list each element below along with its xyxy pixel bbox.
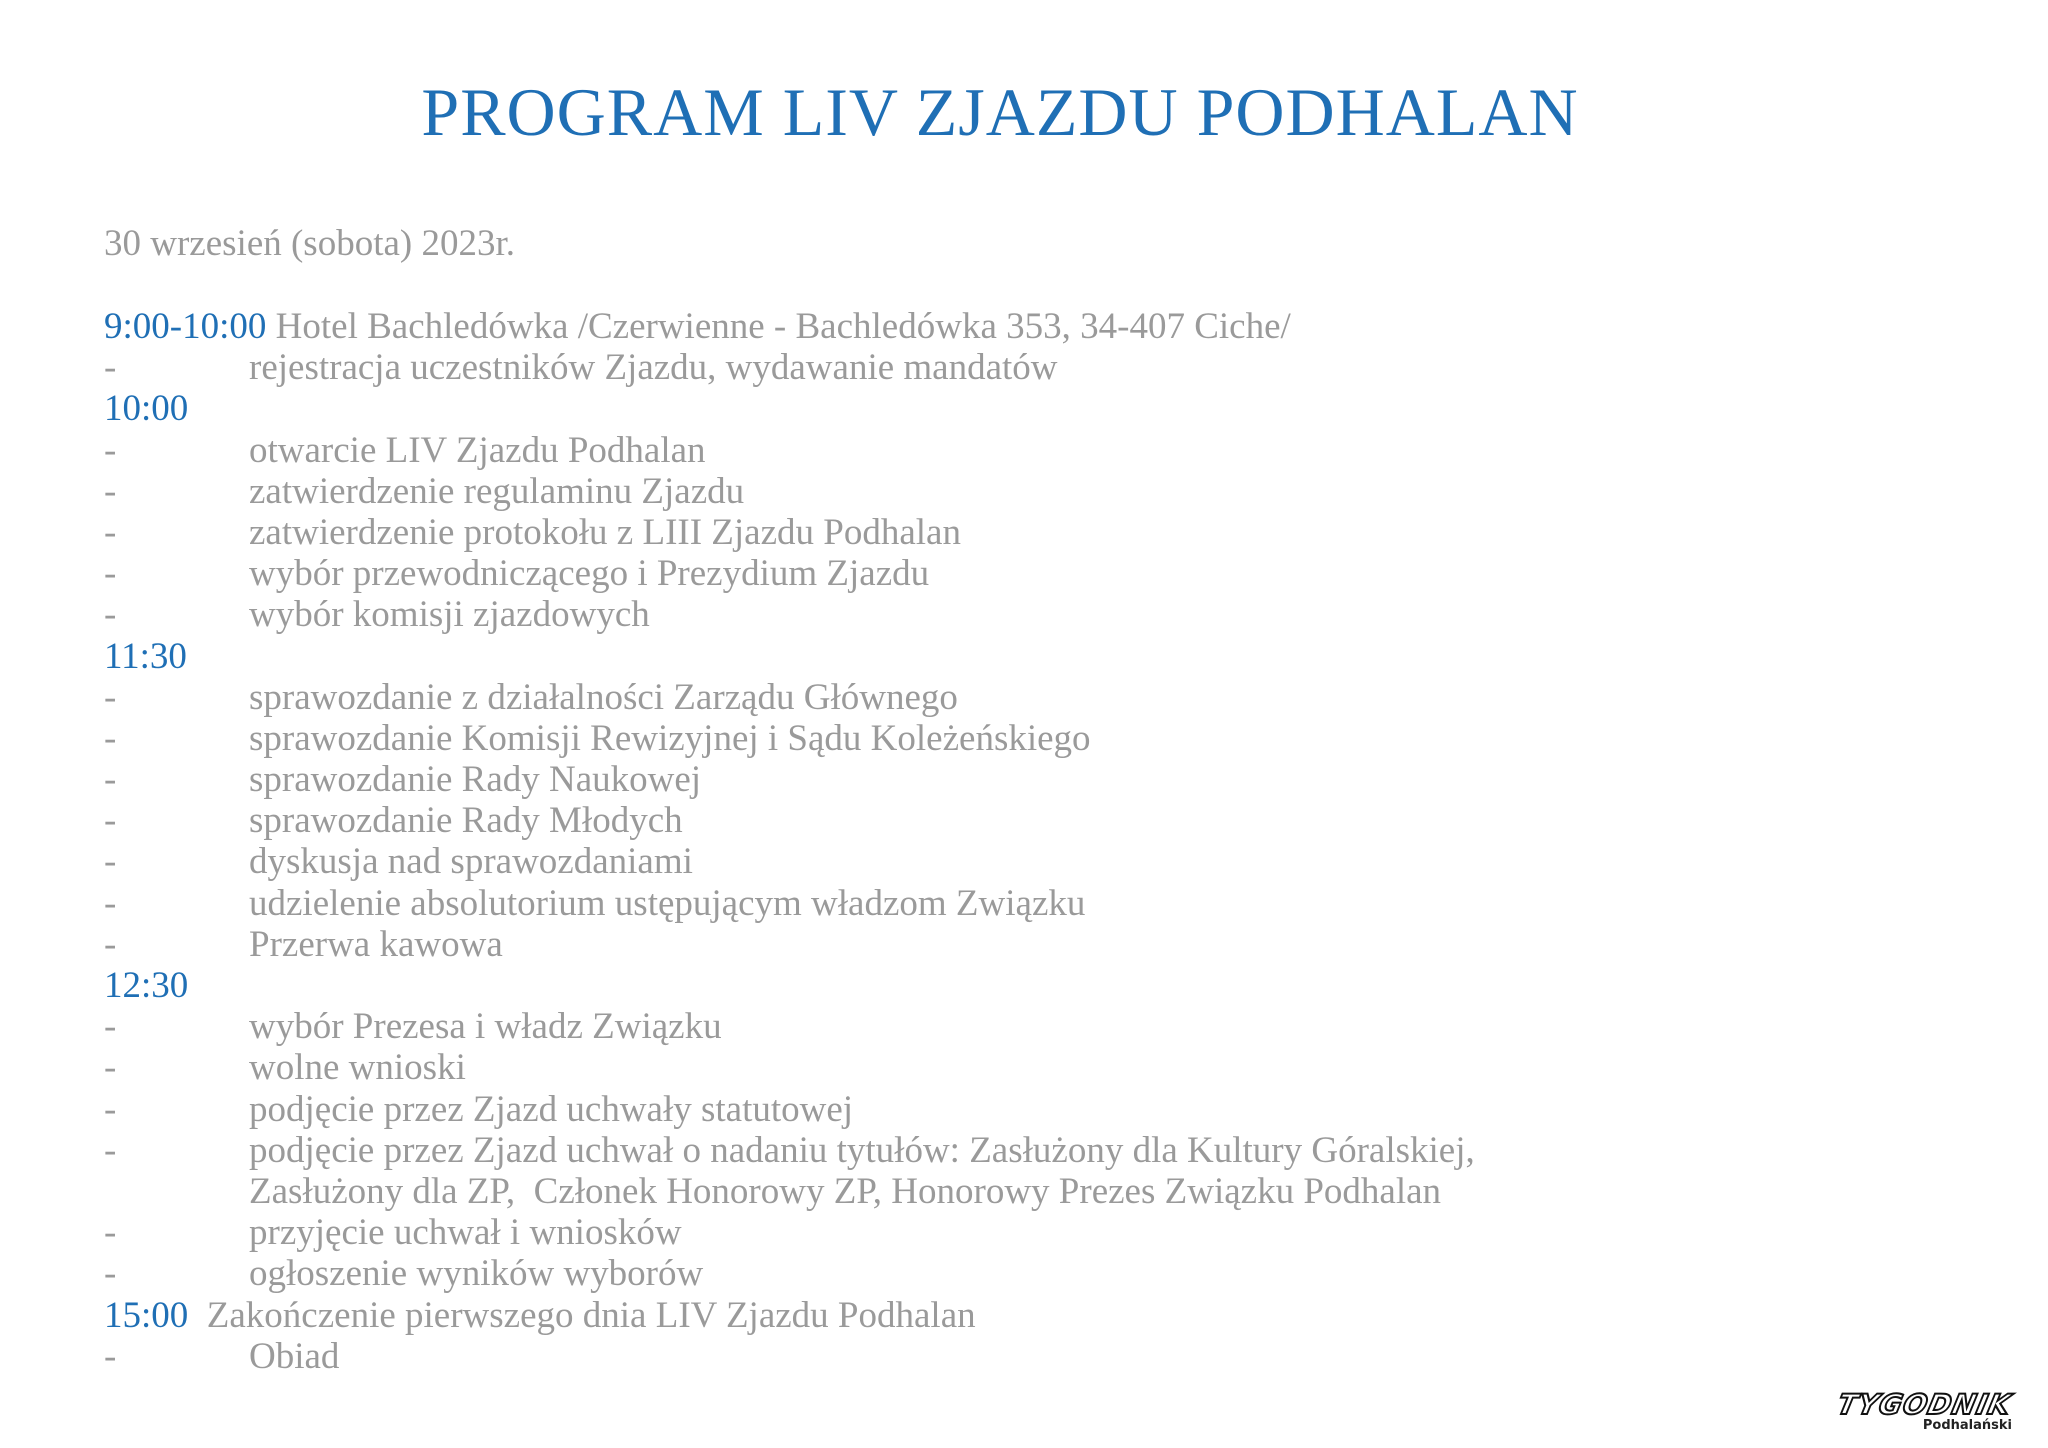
item-text: Obiad: [249, 1335, 340, 1377]
program-item: [104, 471, 2004, 512]
program-time-row: [104, 306, 2004, 347]
program-item: [104, 841, 2004, 882]
page-title: PROGRAM LIV ZJAZDU PODHALAN: [421, 74, 1579, 150]
bullet-dash: -: [104, 1129, 117, 1171]
item-text: dyskusja nad sprawozdaniami: [249, 841, 693, 883]
program-item: [104, 800, 2004, 841]
program-list: [104, 306, 2004, 1377]
program-time-row: [104, 636, 2004, 677]
item-text: podjęcie przez Zjazd uchwał o nadaniu tytułów: Zasłużony dla Kultury Góralskiej,: [249, 1129, 1475, 1171]
bullet-dash: -: [104, 594, 117, 636]
bullet-dash: -: [104, 800, 117, 842]
item-text: sprawozdanie Rady Naukowej: [249, 759, 702, 801]
time-label: 11:30: [104, 635, 187, 677]
item-text: rejestracja uczestników Zjazdu, wydawanie mandatów: [249, 347, 1058, 389]
program-item: [104, 1253, 2004, 1294]
program-time-row: [104, 388, 2004, 429]
bullet-dash: -: [104, 1212, 117, 1254]
program-item: [104, 430, 2004, 471]
program-item: [104, 1212, 2004, 1253]
program-item: [104, 1006, 2004, 1047]
program-item: [104, 718, 2004, 759]
program-item: [104, 924, 2004, 965]
program-item: [104, 512, 2004, 553]
bullet-dash: -: [104, 511, 117, 553]
bullet-dash: -: [104, 1047, 117, 1089]
item-text: wybór komisji zjazdowych: [249, 594, 650, 636]
bullet-dash: -: [104, 676, 117, 718]
program-time-row: [104, 1295, 2004, 1336]
program-item: [104, 347, 2004, 388]
item-text: Przerwa kawowa: [249, 923, 503, 965]
item-text: sprawozdanie z działalności Zarządu Głównego: [249, 676, 958, 718]
program-item: [104, 553, 2004, 594]
item-text: przyjęcie uchwał i wniosków: [249, 1212, 682, 1254]
program-item: [104, 677, 2004, 718]
program-item-continuation: [104, 1171, 2004, 1212]
bullet-dash: -: [104, 923, 117, 965]
item-text: otwarcie LIV Zjazdu Podhalan: [249, 429, 706, 471]
program-item: [104, 759, 2004, 800]
program-item: [104, 1089, 2004, 1130]
item-text: zatwierdzenie regulaminu Zjazdu: [249, 470, 745, 512]
item-text: wybór przewodniczącego i Prezydium Zjazdu: [249, 553, 930, 595]
time-label: 9:00-10:00: [104, 306, 267, 347]
bullet-dash: -: [104, 841, 117, 883]
item-text: udzielenie absolutorium ustępującym władzom Związku: [249, 882, 1086, 924]
time-label: 10:00: [104, 388, 189, 430]
logo-sub-text: Podhalański: [1922, 1418, 2012, 1433]
bullet-dash: -: [104, 470, 117, 512]
bullet-dash: -: [104, 347, 117, 389]
bullet-dash: -: [104, 759, 117, 801]
bullet-dash: -: [104, 1088, 117, 1130]
program-time-row: [104, 965, 2004, 1006]
item-text: wybór Prezesa i władz Związku: [249, 1006, 722, 1048]
time-description: Zakończenie pierwszego dnia LIV Zjazdu Podhalan: [188, 1294, 976, 1336]
item-text: wolne wnioski: [249, 1047, 466, 1089]
event-date: 30 wrzesień (sobota) 2023r.: [104, 223, 516, 264]
time-label: 15:00: [104, 1294, 189, 1336]
item-text: podjęcie przez Zjazd uchwały statutowej: [249, 1088, 854, 1130]
item-text: sprawozdanie Rady Młodych: [249, 800, 683, 842]
tygodnik-podhalanski-logo: [1834, 1388, 2018, 1444]
bullet-dash: -: [104, 429, 117, 471]
program-item: [104, 594, 2004, 635]
time-label: 12:30: [104, 965, 189, 1006]
logo-main-text: TYGODNIK: [1834, 1388, 2015, 1421]
program-item: [104, 883, 2004, 924]
program-item: [104, 1047, 2004, 1088]
bullet-dash: -: [104, 1253, 117, 1295]
program-item: [104, 1336, 2004, 1377]
bullet-dash: -: [104, 553, 117, 595]
item-text: ogłoszenie wyników wyborów: [249, 1253, 704, 1295]
item-text: sprawozdanie Komisji Rewizyjnej i Sądu Koleżeńskiego: [249, 717, 1091, 759]
bullet-dash: -: [104, 717, 117, 759]
bullet-dash: -: [104, 882, 117, 924]
program-item: [104, 1130, 2004, 1171]
item-text: Zasłużony dla ZP, Członek Honorowy ZP, Honorowy Prezes Związku Podhalan: [249, 1170, 1442, 1212]
item-text: zatwierdzenie protokołu z LIII Zjazdu Podhalan: [249, 511, 961, 553]
bullet-dash: -: [104, 1335, 117, 1377]
bullet-dash: -: [104, 1006, 117, 1048]
time-description: Hotel Bachledówka /Czerwienne - Bachledówka 353, 34-407 Ciche/: [266, 306, 1291, 347]
